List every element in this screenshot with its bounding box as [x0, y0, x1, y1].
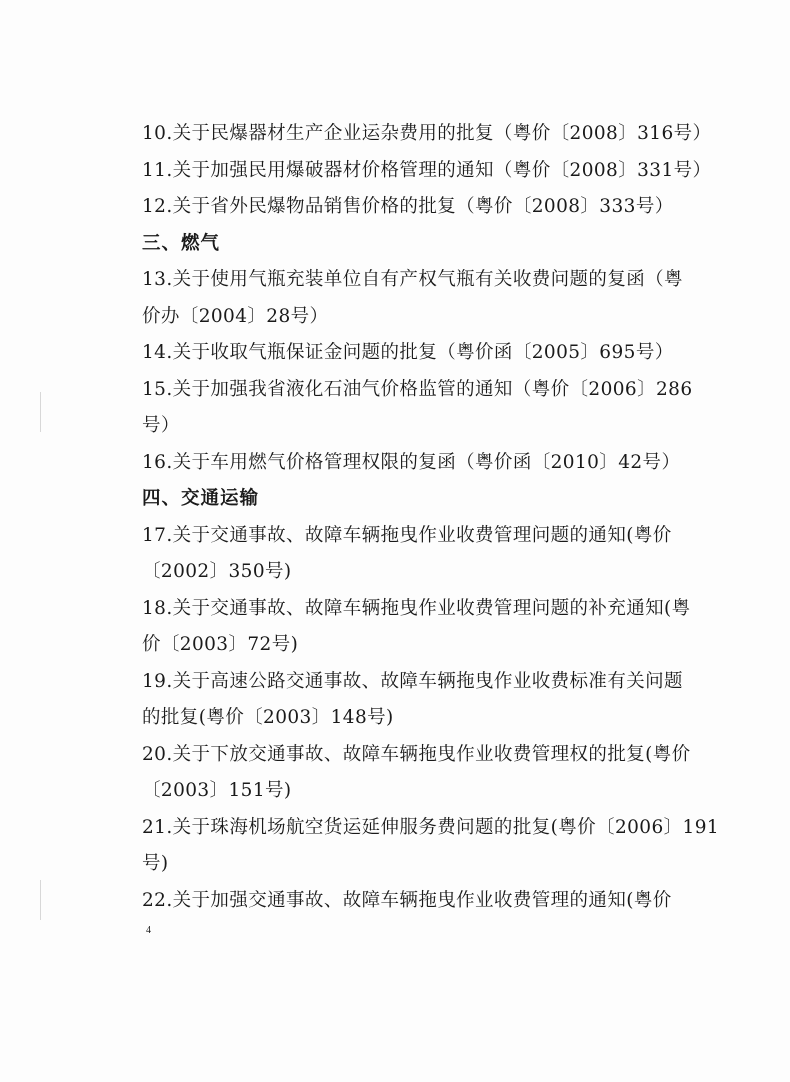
- list-item-line: 11.关于加强民用爆破器材价格管理的通知（粤价〔2008〕331号）: [142, 159, 712, 181]
- section-heading: 三、燃气: [142, 232, 221, 254]
- list-item-line: 20.关于下放交通事故、故障车辆拖曳作业收费管理权的批复(粤价: [142, 743, 691, 765]
- list-item-line: 14.关于收取气瓶保证金问题的批复（粤价函〔2005〕695号）: [142, 342, 674, 363]
- scan-edge-mark: [40, 880, 41, 920]
- list-item-line: 号): [142, 853, 169, 874]
- list-item-line: 号）: [142, 415, 180, 436]
- page-number: 4: [146, 925, 151, 936]
- list-item-line: 价办〔2004〕28号）: [142, 305, 329, 327]
- list-item-line: 16.关于车用燃气价格管理权限的复函（粤价函〔2010〕42号）: [142, 451, 681, 473]
- list-item-line: 12.关于省外民爆物品销售价格的批复（粤价〔2008〕333号）: [142, 196, 674, 217]
- list-item-line: 21.关于珠海机场航空货运延伸服务费问题的批复(粤价〔2006〕191: [142, 816, 720, 838]
- list-item-line: 22.关于加强交通事故、故障车辆拖曳作业收费管理的通知(粤价: [142, 889, 672, 911]
- scan-edge-mark: [40, 392, 41, 432]
- list-item-line: 价〔2003〕72号): [142, 634, 299, 655]
- list-item-line: 15.关于加强我省液化石油气价格监管的通知（粤价〔2006〕286: [142, 378, 693, 400]
- list-item-line: 13.关于使用气瓶充装单位自有产权气瓶有关收费问题的复函（粤: [142, 269, 683, 290]
- list-item-line: 10.关于民爆器材生产企业运杂费用的批复（粤价〔2008〕316号）: [142, 123, 712, 144]
- list-item-line: 19.关于高速公路交通事故、故障车辆拖曳作业收费标准有关问题: [142, 670, 683, 692]
- list-item-line: 的批复(粤价〔2003〕148号): [142, 707, 394, 728]
- list-item-line: 18.关于交通事故、故障车辆拖曳作业收费管理问题的补充通知(粤: [142, 597, 691, 619]
- section-heading: 四、交通运输: [142, 488, 260, 509]
- list-item-line: 〔2003〕151号): [142, 780, 292, 801]
- list-item-line: 〔2002〕350号): [142, 561, 292, 582]
- document-body: [142, 116, 720, 919]
- list-item-line: 17.关于交通事故、故障车辆拖曳作业收费管理问题的通知(粤价: [142, 524, 672, 546]
